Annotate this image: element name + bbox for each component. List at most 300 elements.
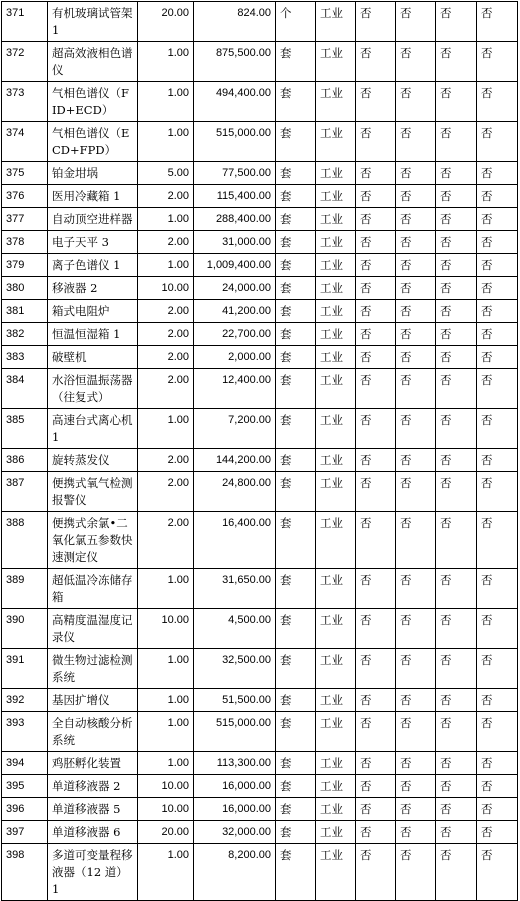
quantity-cell: 2.00 xyxy=(138,449,194,472)
flag-3-cell: 否 xyxy=(436,82,477,122)
category-cell: 工业 xyxy=(316,300,356,323)
row-number-cell: 383 xyxy=(2,346,48,369)
row-number-cell: 381 xyxy=(2,300,48,323)
flag-4-cell: 否 xyxy=(477,254,518,277)
flag-2-cell: 否 xyxy=(396,449,436,472)
quantity-cell: 1.00 xyxy=(138,649,194,689)
unit-cell: 套 xyxy=(276,300,316,323)
table-row xyxy=(2,821,518,844)
amount-cell: 32,500.00 xyxy=(194,649,276,689)
quantity-cell: 2.00 xyxy=(138,323,194,346)
flag-3-cell: 否 xyxy=(436,752,477,775)
item-name-cell: 破壁机 xyxy=(48,346,138,369)
amount-cell: 12,400.00 xyxy=(194,369,276,409)
table-row xyxy=(2,689,518,712)
table-row xyxy=(2,42,518,82)
category-cell: 工业 xyxy=(316,42,356,82)
flag-1-cell: 否 xyxy=(356,609,396,649)
flag-1-cell: 否 xyxy=(356,449,396,472)
amount-cell: 41,200.00 xyxy=(194,300,276,323)
quantity-cell: 10.00 xyxy=(138,609,194,649)
amount-cell: 7,200.00 xyxy=(194,409,276,449)
unit-cell: 套 xyxy=(276,277,316,300)
flag-2-cell: 否 xyxy=(396,254,436,277)
category-cell: 工业 xyxy=(316,82,356,122)
flag-3-cell: 否 xyxy=(436,409,477,449)
quantity-cell: 2.00 xyxy=(138,185,194,208)
flag-3-cell: 否 xyxy=(436,254,477,277)
flag-1-cell: 否 xyxy=(356,512,396,569)
category-cell: 工业 xyxy=(316,162,356,185)
flag-2-cell: 否 xyxy=(396,122,436,162)
flag-4-cell: 否 xyxy=(477,821,518,844)
flag-1-cell: 否 xyxy=(356,300,396,323)
flag-3-cell: 否 xyxy=(436,231,477,254)
flag-2-cell: 否 xyxy=(396,712,436,752)
row-number-cell: 373 xyxy=(2,82,48,122)
amount-cell: 494,400.00 xyxy=(194,82,276,122)
quantity-cell: 20.00 xyxy=(138,2,194,42)
unit-cell: 套 xyxy=(276,775,316,798)
flag-2-cell: 否 xyxy=(396,300,436,323)
flag-3-cell: 否 xyxy=(436,689,477,712)
amount-cell: 24,000.00 xyxy=(194,277,276,300)
amount-cell: 515,000.00 xyxy=(194,122,276,162)
flag-4-cell: 否 xyxy=(477,369,518,409)
flag-4-cell: 否 xyxy=(477,689,518,712)
category-cell: 工业 xyxy=(316,208,356,231)
quantity-cell: 1.00 xyxy=(138,42,194,82)
item-name-cell: 移液器 2 xyxy=(48,277,138,300)
flag-4-cell: 否 xyxy=(477,472,518,512)
flag-3-cell: 否 xyxy=(436,42,477,82)
table-row xyxy=(2,122,518,162)
quantity-cell: 2.00 xyxy=(138,300,194,323)
flag-3-cell: 否 xyxy=(436,449,477,472)
category-cell: 工业 xyxy=(316,254,356,277)
unit-cell: 套 xyxy=(276,712,316,752)
item-name-cell: 箱式电阻炉 xyxy=(48,300,138,323)
table-row xyxy=(2,844,518,901)
row-number-cell: 382 xyxy=(2,323,48,346)
flag-1-cell: 否 xyxy=(356,82,396,122)
table-row xyxy=(2,752,518,775)
row-number-cell: 387 xyxy=(2,472,48,512)
table-row xyxy=(2,512,518,569)
category-cell: 工业 xyxy=(316,472,356,512)
flag-1-cell: 否 xyxy=(356,323,396,346)
flag-4-cell: 否 xyxy=(477,323,518,346)
flag-1-cell: 否 xyxy=(356,472,396,512)
category-cell: 工业 xyxy=(316,122,356,162)
quantity-cell: 1.00 xyxy=(138,409,194,449)
quantity-cell: 5.00 xyxy=(138,162,194,185)
table-row xyxy=(2,323,518,346)
item-name-cell: 单道移液器 6 xyxy=(48,821,138,844)
quantity-cell: 1.00 xyxy=(138,122,194,162)
category-cell: 工业 xyxy=(316,689,356,712)
table-row xyxy=(2,472,518,512)
quantity-cell: 1.00 xyxy=(138,569,194,609)
category-cell: 工业 xyxy=(316,609,356,649)
amount-cell: 31,000.00 xyxy=(194,231,276,254)
table-row xyxy=(2,798,518,821)
item-name-cell: 鸡胚孵化装置 xyxy=(48,752,138,775)
flag-2-cell: 否 xyxy=(396,844,436,901)
item-name-cell: 离子色谱仪 1 xyxy=(48,254,138,277)
table-row xyxy=(2,569,518,609)
flag-3-cell: 否 xyxy=(436,472,477,512)
unit-cell: 套 xyxy=(276,122,316,162)
item-name-cell: 单道移液器 2 xyxy=(48,775,138,798)
quantity-cell: 2.00 xyxy=(138,512,194,569)
flag-2-cell: 否 xyxy=(396,162,436,185)
unit-cell: 套 xyxy=(276,185,316,208)
flag-2-cell: 否 xyxy=(396,346,436,369)
table-row xyxy=(2,449,518,472)
row-number-cell: 379 xyxy=(2,254,48,277)
row-number-cell: 385 xyxy=(2,409,48,449)
unit-cell: 套 xyxy=(276,649,316,689)
table-row xyxy=(2,208,518,231)
amount-cell: 22,700.00 xyxy=(194,323,276,346)
flag-4-cell: 否 xyxy=(477,231,518,254)
table-row xyxy=(2,82,518,122)
row-number-cell: 371 xyxy=(2,2,48,42)
category-cell: 工业 xyxy=(316,369,356,409)
flag-2-cell: 否 xyxy=(396,42,436,82)
flag-1-cell: 否 xyxy=(356,277,396,300)
flag-2-cell: 否 xyxy=(396,798,436,821)
flag-4-cell: 否 xyxy=(477,775,518,798)
row-number-cell: 394 xyxy=(2,752,48,775)
unit-cell: 套 xyxy=(276,82,316,122)
unit-cell: 套 xyxy=(276,231,316,254)
row-number-cell: 396 xyxy=(2,798,48,821)
flag-4-cell: 否 xyxy=(477,162,518,185)
flag-1-cell: 否 xyxy=(356,208,396,231)
flag-1-cell: 否 xyxy=(356,231,396,254)
amount-cell: 24,800.00 xyxy=(194,472,276,512)
flag-1-cell: 否 xyxy=(356,569,396,609)
flag-1-cell: 否 xyxy=(356,798,396,821)
row-number-cell: 397 xyxy=(2,821,48,844)
flag-4-cell: 否 xyxy=(477,712,518,752)
row-number-cell: 376 xyxy=(2,185,48,208)
quantity-cell: 1.00 xyxy=(138,208,194,231)
table-row xyxy=(2,300,518,323)
table-row xyxy=(2,346,518,369)
table-row xyxy=(2,231,518,254)
unit-cell: 套 xyxy=(276,346,316,369)
flag-3-cell: 否 xyxy=(436,2,477,42)
flag-1-cell: 否 xyxy=(356,775,396,798)
category-cell: 工业 xyxy=(316,323,356,346)
flag-2-cell: 否 xyxy=(396,323,436,346)
flag-3-cell: 否 xyxy=(436,844,477,901)
flag-2-cell: 否 xyxy=(396,369,436,409)
quantity-cell: 1.00 xyxy=(138,82,194,122)
quantity-cell: 2.00 xyxy=(138,369,194,409)
category-cell: 工业 xyxy=(316,185,356,208)
flag-1-cell: 否 xyxy=(356,821,396,844)
item-name-cell: 自动顶空进样器 xyxy=(48,208,138,231)
row-number-cell: 391 xyxy=(2,649,48,689)
flag-2-cell: 否 xyxy=(396,752,436,775)
flag-1-cell: 否 xyxy=(356,122,396,162)
quantity-cell: 1.00 xyxy=(138,689,194,712)
category-cell: 工业 xyxy=(316,798,356,821)
amount-cell: 32,000.00 xyxy=(194,821,276,844)
category-cell: 工业 xyxy=(316,449,356,472)
flag-3-cell: 否 xyxy=(436,775,477,798)
table-row xyxy=(2,162,518,185)
category-cell: 工业 xyxy=(316,231,356,254)
flag-2-cell: 否 xyxy=(396,185,436,208)
row-number-cell: 377 xyxy=(2,208,48,231)
unit-cell: 套 xyxy=(276,449,316,472)
amount-cell: 4,500.00 xyxy=(194,609,276,649)
flag-4-cell: 否 xyxy=(477,346,518,369)
flag-1-cell: 否 xyxy=(356,2,396,42)
row-number-cell: 392 xyxy=(2,689,48,712)
unit-cell: 套 xyxy=(276,798,316,821)
flag-2-cell: 否 xyxy=(396,512,436,569)
amount-cell: 16,000.00 xyxy=(194,775,276,798)
table-row xyxy=(2,254,518,277)
flag-3-cell: 否 xyxy=(436,300,477,323)
table-row xyxy=(2,369,518,409)
item-name-cell: 微生物过滤检测系统 xyxy=(48,649,138,689)
table-row xyxy=(2,185,518,208)
item-name-cell: 单道移液器 5 xyxy=(48,798,138,821)
item-name-cell: 铂金坩埚 xyxy=(48,162,138,185)
quantity-cell: 20.00 xyxy=(138,821,194,844)
flag-4-cell: 否 xyxy=(477,122,518,162)
item-name-cell: 恒温恒湿箱 1 xyxy=(48,323,138,346)
quantity-cell: 1.00 xyxy=(138,752,194,775)
flag-4-cell: 否 xyxy=(477,409,518,449)
item-name-cell: 有机玻璃试管架 1 xyxy=(48,2,138,42)
table-body xyxy=(2,2,518,901)
category-cell: 工业 xyxy=(316,775,356,798)
category-cell: 工业 xyxy=(316,752,356,775)
quantity-cell: 10.00 xyxy=(138,775,194,798)
table-row xyxy=(2,712,518,752)
quantity-cell: 2.00 xyxy=(138,346,194,369)
flag-3-cell: 否 xyxy=(436,122,477,162)
unit-cell: 套 xyxy=(276,472,316,512)
flag-4-cell: 否 xyxy=(477,449,518,472)
amount-cell: 288,400.00 xyxy=(194,208,276,231)
flag-1-cell: 否 xyxy=(356,185,396,208)
category-cell: 工业 xyxy=(316,844,356,901)
quantity-cell: 1.00 xyxy=(138,254,194,277)
flag-1-cell: 否 xyxy=(356,254,396,277)
row-number-cell: 372 xyxy=(2,42,48,82)
row-number-cell: 389 xyxy=(2,569,48,609)
quantity-cell: 1.00 xyxy=(138,844,194,901)
quantity-cell: 10.00 xyxy=(138,798,194,821)
item-name-cell: 气相色谱仪（ECD+FPD） xyxy=(48,122,138,162)
flag-2-cell: 否 xyxy=(396,689,436,712)
item-name-cell: 旋转蒸发仪 xyxy=(48,449,138,472)
flag-2-cell: 否 xyxy=(396,609,436,649)
category-cell: 工业 xyxy=(316,821,356,844)
unit-cell: 套 xyxy=(276,369,316,409)
category-cell: 工业 xyxy=(316,409,356,449)
item-name-cell: 高精度温湿度记录仪 xyxy=(48,609,138,649)
quantity-cell: 2.00 xyxy=(138,472,194,512)
flag-2-cell: 否 xyxy=(396,649,436,689)
flag-4-cell: 否 xyxy=(477,42,518,82)
flag-3-cell: 否 xyxy=(436,323,477,346)
amount-cell: 515,000.00 xyxy=(194,712,276,752)
flag-4-cell: 否 xyxy=(477,569,518,609)
flag-3-cell: 否 xyxy=(436,512,477,569)
flag-2-cell: 否 xyxy=(396,821,436,844)
amount-cell: 16,400.00 xyxy=(194,512,276,569)
row-number-cell: 386 xyxy=(2,449,48,472)
unit-cell: 套 xyxy=(276,208,316,231)
flag-1-cell: 否 xyxy=(356,42,396,82)
flag-3-cell: 否 xyxy=(436,821,477,844)
amount-cell: 144,200.00 xyxy=(194,449,276,472)
unit-cell: 套 xyxy=(276,254,316,277)
amount-cell: 16,000.00 xyxy=(194,798,276,821)
flag-3-cell: 否 xyxy=(436,569,477,609)
flag-4-cell: 否 xyxy=(477,82,518,122)
amount-cell: 824.00 xyxy=(194,2,276,42)
category-cell: 工业 xyxy=(316,2,356,42)
quantity-cell: 1.00 xyxy=(138,712,194,752)
row-number-cell: 380 xyxy=(2,277,48,300)
flag-1-cell: 否 xyxy=(356,689,396,712)
unit-cell: 套 xyxy=(276,162,316,185)
category-cell: 工业 xyxy=(316,346,356,369)
item-name-cell: 多道可变量程移液器（12 道）1 xyxy=(48,844,138,901)
flag-2-cell: 否 xyxy=(396,409,436,449)
unit-cell: 套 xyxy=(276,609,316,649)
flag-4-cell: 否 xyxy=(477,300,518,323)
flag-4-cell: 否 xyxy=(477,277,518,300)
quantity-cell: 10.00 xyxy=(138,277,194,300)
flag-4-cell: 否 xyxy=(477,2,518,42)
flag-3-cell: 否 xyxy=(436,712,477,752)
flag-4-cell: 否 xyxy=(477,844,518,901)
item-name-cell: 基因扩增仪 xyxy=(48,689,138,712)
table-row xyxy=(2,409,518,449)
item-name-cell: 便携式余氯•二氧化氯五参数快速测定仪 xyxy=(48,512,138,569)
item-name-cell: 便携式氧气检测报警仪 xyxy=(48,472,138,512)
unit-cell: 套 xyxy=(276,752,316,775)
flag-3-cell: 否 xyxy=(436,369,477,409)
amount-cell: 51,500.00 xyxy=(194,689,276,712)
flag-1-cell: 否 xyxy=(356,346,396,369)
row-number-cell: 388 xyxy=(2,512,48,569)
amount-cell: 8,200.00 xyxy=(194,844,276,901)
flag-3-cell: 否 xyxy=(436,185,477,208)
procurement-table xyxy=(1,1,518,901)
unit-cell: 套 xyxy=(276,569,316,609)
amount-cell: 115,400.00 xyxy=(194,185,276,208)
item-name-cell: 超低温冷冻储存箱 xyxy=(48,569,138,609)
flag-2-cell: 否 xyxy=(396,569,436,609)
unit-cell: 套 xyxy=(276,512,316,569)
item-name-cell: 医用冷藏箱 1 xyxy=(48,185,138,208)
flag-2-cell: 否 xyxy=(396,775,436,798)
row-number-cell: 390 xyxy=(2,609,48,649)
flag-2-cell: 否 xyxy=(396,2,436,42)
unit-cell: 套 xyxy=(276,323,316,346)
unit-cell: 套 xyxy=(276,409,316,449)
flag-2-cell: 否 xyxy=(396,208,436,231)
flag-2-cell: 否 xyxy=(396,231,436,254)
category-cell: 工业 xyxy=(316,712,356,752)
flag-1-cell: 否 xyxy=(356,369,396,409)
flag-4-cell: 否 xyxy=(477,208,518,231)
flag-4-cell: 否 xyxy=(477,798,518,821)
table-row xyxy=(2,2,518,42)
category-cell: 工业 xyxy=(316,649,356,689)
flag-4-cell: 否 xyxy=(477,609,518,649)
table-row xyxy=(2,277,518,300)
item-name-cell: 气相色谱仪（FID+ECD） xyxy=(48,82,138,122)
flag-1-cell: 否 xyxy=(356,752,396,775)
row-number-cell: 395 xyxy=(2,775,48,798)
category-cell: 工业 xyxy=(316,277,356,300)
unit-cell: 套 xyxy=(276,821,316,844)
unit-cell: 套 xyxy=(276,689,316,712)
row-number-cell: 393 xyxy=(2,712,48,752)
amount-cell: 1,009,400.00 xyxy=(194,254,276,277)
item-name-cell: 超高效液相色谱仪 xyxy=(48,42,138,82)
row-number-cell: 384 xyxy=(2,369,48,409)
item-name-cell: 水浴恒温振荡器（往复式） xyxy=(48,369,138,409)
row-number-cell: 378 xyxy=(2,231,48,254)
flag-3-cell: 否 xyxy=(436,609,477,649)
unit-cell: 个 xyxy=(276,2,316,42)
table-row xyxy=(2,609,518,649)
amount-cell: 2,000.00 xyxy=(194,346,276,369)
flag-2-cell: 否 xyxy=(396,277,436,300)
row-number-cell: 398 xyxy=(2,844,48,901)
row-number-cell: 375 xyxy=(2,162,48,185)
flag-3-cell: 否 xyxy=(436,798,477,821)
category-cell: 工业 xyxy=(316,512,356,569)
flag-1-cell: 否 xyxy=(356,409,396,449)
flag-1-cell: 否 xyxy=(356,844,396,901)
flag-3-cell: 否 xyxy=(436,649,477,689)
flag-4-cell: 否 xyxy=(477,512,518,569)
flag-3-cell: 否 xyxy=(436,162,477,185)
item-name-cell: 高速台式离心机 1 xyxy=(48,409,138,449)
amount-cell: 113,300.00 xyxy=(194,752,276,775)
flag-2-cell: 否 xyxy=(396,82,436,122)
flag-1-cell: 否 xyxy=(356,712,396,752)
flag-1-cell: 否 xyxy=(356,649,396,689)
flag-3-cell: 否 xyxy=(436,208,477,231)
flag-4-cell: 否 xyxy=(477,185,518,208)
flag-4-cell: 否 xyxy=(477,649,518,689)
quantity-cell: 2.00 xyxy=(138,231,194,254)
flag-4-cell: 否 xyxy=(477,752,518,775)
flag-3-cell: 否 xyxy=(436,277,477,300)
amount-cell: 77,500.00 xyxy=(194,162,276,185)
item-name-cell: 电子天平 3 xyxy=(48,231,138,254)
category-cell: 工业 xyxy=(316,569,356,609)
amount-cell: 31,650.00 xyxy=(194,569,276,609)
